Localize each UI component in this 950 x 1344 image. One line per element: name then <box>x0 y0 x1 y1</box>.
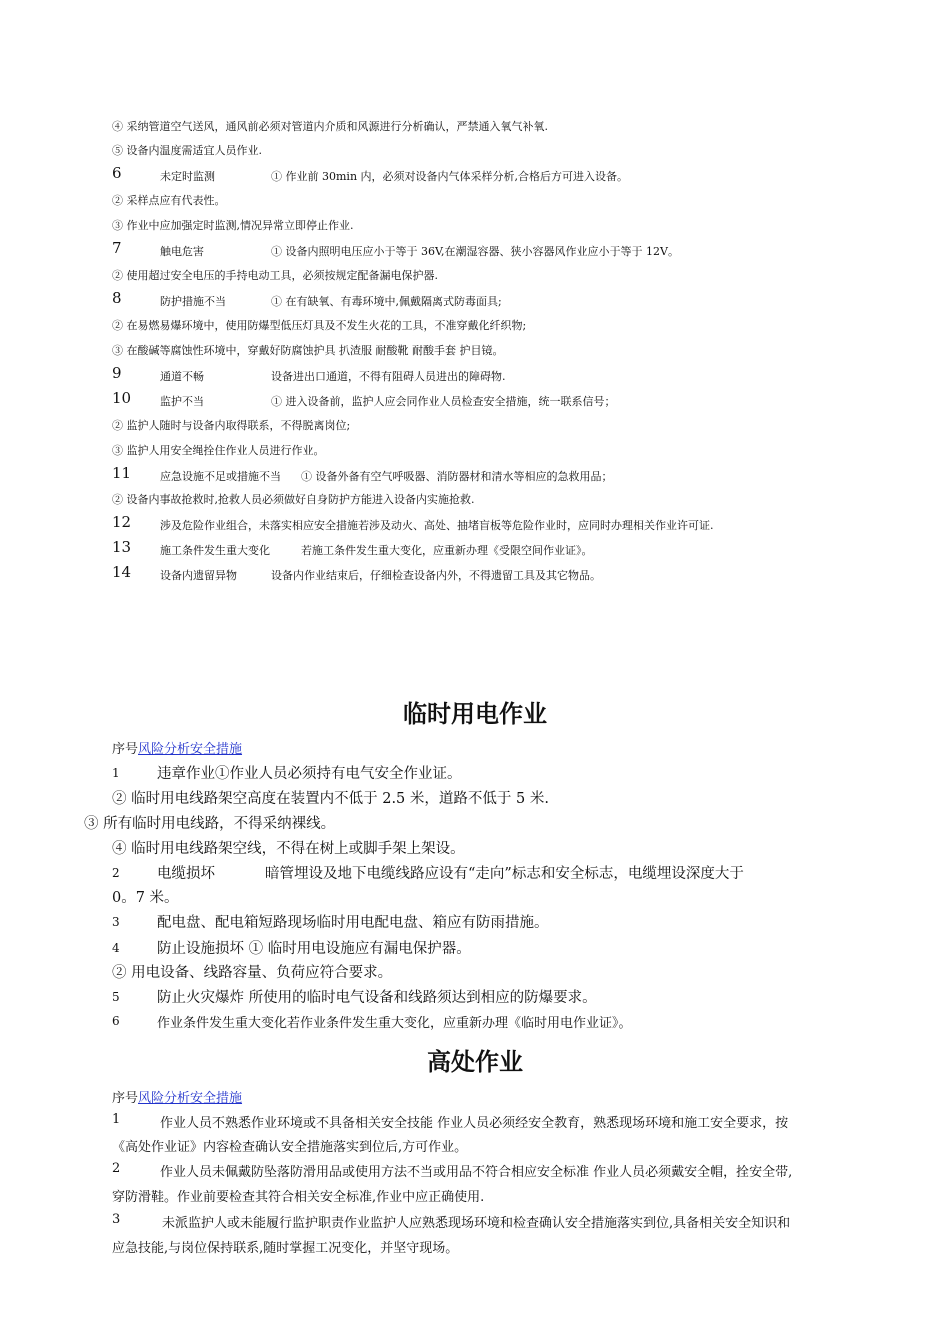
measure-text: 防止设施损坏 ① 临时用电设施应有漏电保护器。 <box>157 941 471 957</box>
risk-label: 通道不畅 <box>160 370 204 383</box>
header-link[interactable]: 风险分析安全措施 <box>138 1091 243 1106</box>
measure-text: ④ 临时用电线路架空线，不得在树上或脚手架上架设。 <box>112 841 465 857</box>
row-number: 1 <box>112 766 120 780</box>
measure-text: 违章作业①作业人员必须持有电气安全作业证。 <box>157 766 462 782</box>
measure-text: ② 用电设备、线路容量、负荷应符合要求。 <box>112 965 393 981</box>
row-number: 6 <box>112 164 122 182</box>
section-title: 高处作业 <box>427 1048 523 1076</box>
row-number: 4 <box>112 941 120 955</box>
row-number: 7 <box>112 239 122 257</box>
measure-text: 暗管埋设及地下电缆线路应设有“走向”标志和安全标志，电缆埋设深度大于 <box>265 866 744 882</box>
row-number: 11 <box>112 464 132 482</box>
measure-text: ④ 采纳管道空气送风，通风前必须对管道内介质和风源进行分析确认，严禁通入氧气补氧. <box>112 120 548 133</box>
measure-text: ① 进入设备前，监护人应会同作业人员检查安全措施，统一联系信号； <box>271 395 616 408</box>
risk-label: 触电危害 <box>160 245 204 258</box>
measure-text: 若施工条件发生重大变化，应重新办理《受限空间作业证》。 <box>301 544 593 557</box>
risk-label: 电缆损坏 <box>157 866 215 882</box>
row-number: 10 <box>112 389 132 407</box>
measure-text: ① 设备内照明电压应小于等于 36V,在潮湿容器、狭小容器风作业应小于等于 12V。 <box>271 245 679 258</box>
row-number: 8 <box>112 289 122 307</box>
risk-label: 未定时监测 <box>160 170 215 183</box>
measure-text: 防止火灾爆炸 所使用的临时电气设备和线路须达到相应的防爆要求。 <box>157 990 597 1006</box>
measure-text: ③ 监护人用安全绳拴住作业人员进行作业。 <box>112 444 325 457</box>
row-number: 9 <box>112 364 122 382</box>
row-number: 2 <box>112 1161 121 1176</box>
risk-label: 施工条件发生重大变化 <box>160 544 270 557</box>
section-title: 临时用电作业 <box>403 700 547 728</box>
measure-text: 配电盘、配电箱短路现场临时用电配电盘、箱应有防雨措施。 <box>157 915 549 931</box>
row-number: 3 <box>112 915 120 929</box>
measure-text: 设备内作业结束后，仔细检查设备内外，不得遗留工具及其它物品。 <box>271 569 601 582</box>
measure-text: ③ 所有临时用电线路，不得采纳裸线。 <box>84 816 336 832</box>
risk-label: 监护不当 <box>160 395 204 408</box>
row-number: 6 <box>112 1014 120 1028</box>
row-number: 13 <box>112 538 132 556</box>
measure-text: 作业条件发生重大变化若作业条件发生重大变化，应重新办理《临时用电作业证》。 <box>157 1016 632 1031</box>
header-prefix: 序号 <box>112 742 139 757</box>
measure-text: 涉及危险作业组合，未落实相应安全措施若涉及动火、高处、抽堵盲板等危险作业时，应同时办理相关作业许可证. <box>160 519 714 532</box>
measure-text: 穿防滑鞋。作业前要检查其符合相关安全标准,作业中应正确使用. <box>112 1190 485 1205</box>
header-link[interactable]: 风险分析安全措施 <box>138 742 243 757</box>
row-number: 14 <box>112 563 132 581</box>
measure-text: 设备进出口通道，不得有阻碍人员进出的障碍物. <box>271 370 506 383</box>
measure-text: 《高处作业证》内容检查确认安全措施落实到位后,方可作业。 <box>112 1140 468 1155</box>
measure-text: ① 设备外备有空气呼吸器、消防器材和清水等相应的急救用品； <box>301 470 613 483</box>
risk-label: 设备内遗留异物 <box>160 569 237 582</box>
row-number: 2 <box>112 866 120 880</box>
measure-text: 作业人员未佩戴防坠落防滑用品或使用方法不当或用品不符合相应安全标准 作业人员必须戴安全帽，拴安全带, <box>160 1165 793 1180</box>
measure-text: ② 使用超过安全电压的手持电动工具，必须按规定配备漏电保护器. <box>112 269 438 282</box>
risk-label: 应急设施不足或措施不当 <box>160 470 281 483</box>
row-number: 5 <box>112 990 120 1004</box>
measure-text: ② 在易燃易爆环境中，使用防爆型低压灯具及不发生火花的工具，不准穿戴化纤织物; <box>112 319 527 332</box>
measure-text: ③ 作业中应加强定时监测,情况异常立即停止作业. <box>112 219 354 232</box>
row-number: 12 <box>112 513 132 531</box>
table-header <box>112 1087 242 1106</box>
row-number: 1 <box>112 1112 121 1127</box>
measure-text: ② 临时用电线路架空高度在装置内不低于 2.5 米，道路不低于 5 米. <box>112 791 549 807</box>
measure-text: 作业人员不熟悉作业环境或不具备相关安全技能 作业人员必须经安全教育，熟悉现场环境和施工安全要求，按 <box>160 1116 789 1131</box>
measure-text: 0。7 米。 <box>112 890 179 906</box>
measure-text: 未派监护人或未能履行监护职责作业监护人应熟悉现场环境和检查确认安全措施落实到位,具备相关安全知识和 <box>162 1216 791 1231</box>
row-number: 3 <box>112 1212 121 1227</box>
header-prefix: 序号 <box>112 1091 139 1106</box>
measure-text: ① 作业前 30min 内，必须对设备内气体采样分析,合格后方可进入设备。 <box>271 170 629 183</box>
measure-text: ③ 在酸碱等腐蚀性环境中，穿戴好防腐蚀护具 扒渣服 耐酸靴 耐酸手套 护目镜。 <box>112 344 504 357</box>
measure-text: 应急技能,与岗位保持联系,随时掌握工况变化，并坚守现场。 <box>112 1241 459 1256</box>
measure-text: ② 监护人随时与设备内取得联系，不得脱离岗位; <box>112 419 351 432</box>
measure-text: ⑤ 设备内温度需适宜人员作业. <box>112 144 262 157</box>
measure-text: ① 在有缺氧、有毒环境中,佩戴隔离式防毒面具; <box>271 295 502 308</box>
measure-text: ② 采样点应有代表性。 <box>112 194 226 207</box>
measure-text: ② 设备内事故抢救时,抢救人员必须做好自身防护方能进入设备内实施抢救. <box>112 493 475 506</box>
risk-label: 防护措施不当 <box>160 295 226 308</box>
table-header <box>112 738 242 757</box>
